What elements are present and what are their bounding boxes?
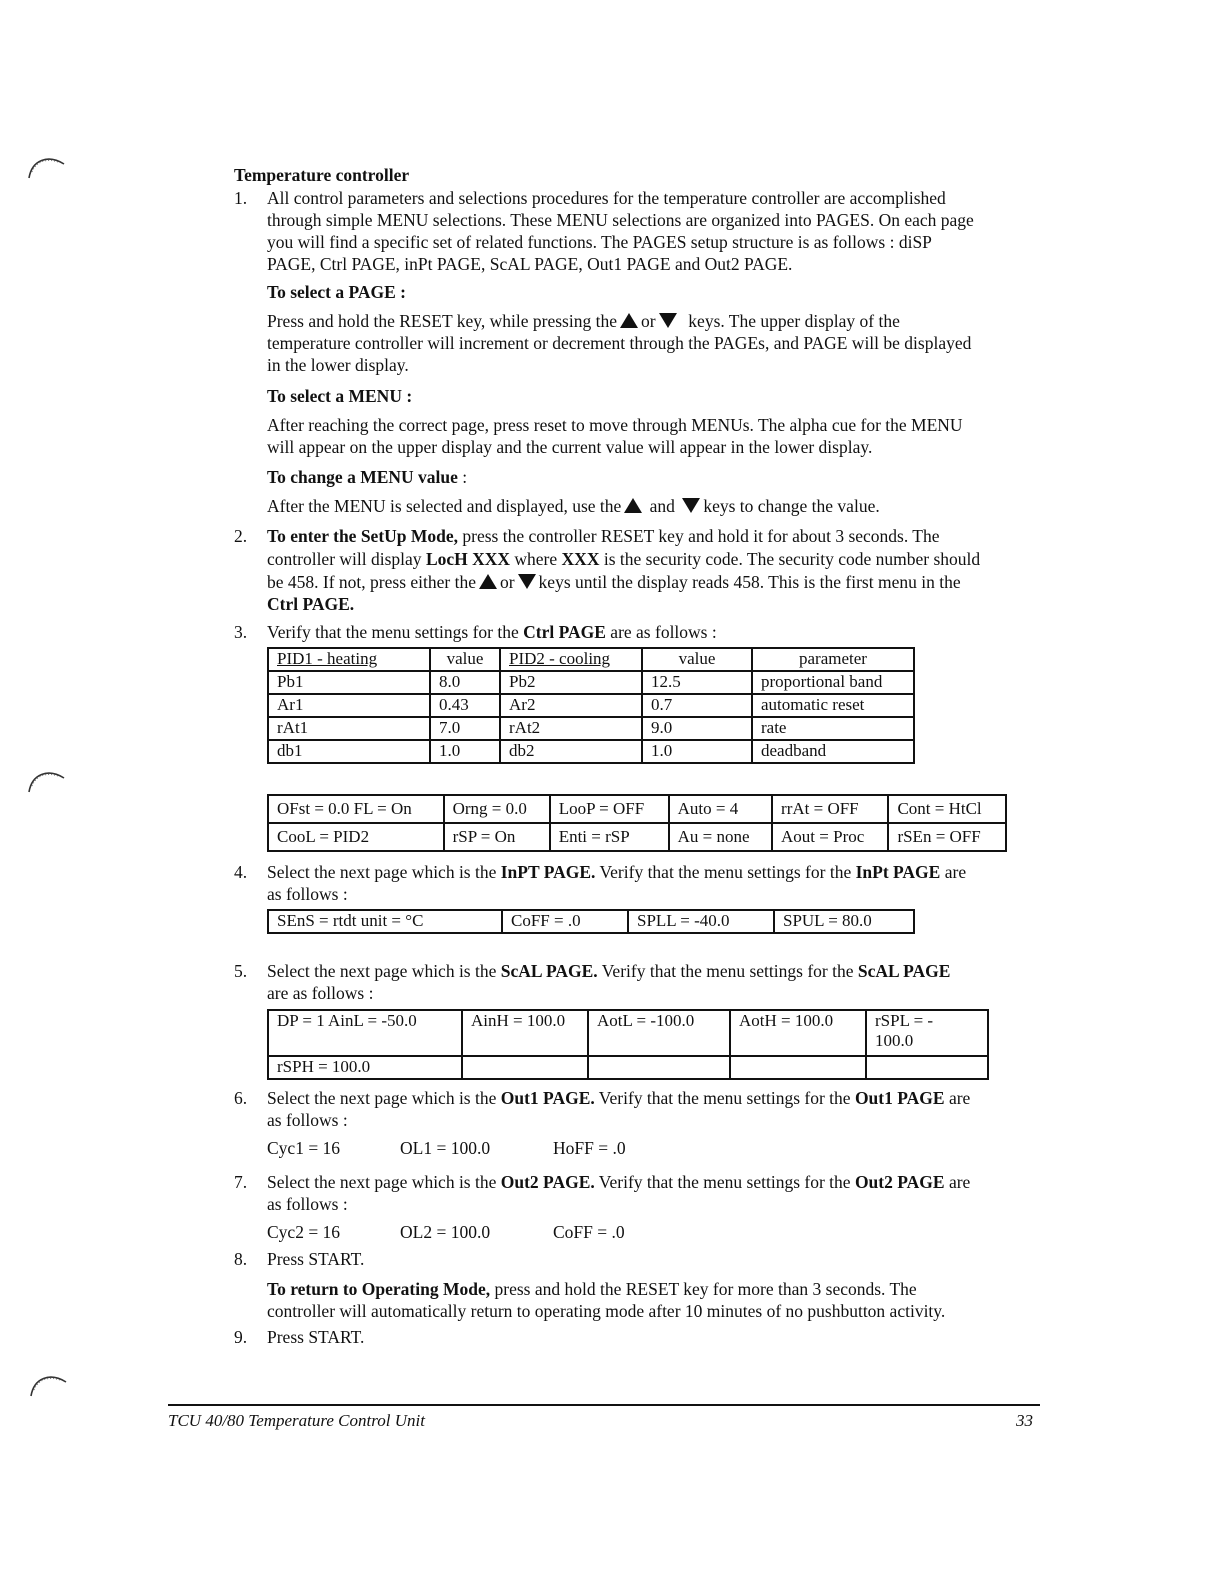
table-row [268,1010,988,1056]
table-row [268,823,1006,851]
table-cell [730,1056,866,1079]
table-row [268,910,914,933]
table-cell [462,1056,588,1079]
table-cell: rAt1 [268,717,430,740]
item-number: 4. [234,862,248,882]
subheading-select-menu: To select a MENU : [267,386,413,406]
paragraph-line: Ctrl PAGE. [267,594,355,614]
table-header: parameter [752,648,914,671]
item-number: 8. [234,1249,248,1269]
subheading-select-page: To select a PAGE : [267,282,407,302]
down-arrow-icon [659,313,677,328]
table-header: PID1 - heating [268,648,430,671]
table-cell: rSPH = 100.0 [268,1056,462,1079]
table-cell: SEnS = rtdt unit = °C [268,910,502,933]
table-cell: Auto = 4 [669,795,772,823]
inpt-settings-table [267,909,915,934]
paragraph-line: as follows : [267,884,348,904]
table-cell: 9.0 [642,717,752,740]
table-cell: db2 [500,740,642,763]
table-cell: Cont = HtCl [888,795,1006,823]
paragraph-line: in the lower display. [267,355,409,375]
table-cell: rSPL = - 100.0 [866,1010,988,1056]
up-arrow-icon [620,313,638,328]
table-row [268,694,914,717]
down-arrow-icon [682,498,700,513]
paragraph-line: To return to Operating Mode, press and hold the RESET key for more than 3 seconds. The [267,1279,917,1299]
up-arrow-icon [624,498,642,513]
paragraph-line: All control parameters and selections procedures for the temperature controller are accomplished [267,188,946,208]
table-cell: Orng = 0.0 [444,795,550,823]
page-number: 33 [1016,1411,1033,1430]
paragraph-line: be 458. If not, press either the or keys until the display reads 458. This is the first menu in the [267,572,961,592]
setting-value: Cyc2 = 16 [267,1222,341,1242]
table-cell: rate [752,717,914,740]
table-cell: SPUL = 80.0 [774,910,914,933]
table-cell: AotH = 100.0 [730,1010,866,1056]
table-cell [588,1056,730,1079]
paragraph-line: controller will automatically return to operating mode after 10 minutes of no pushbutton activity. [267,1301,946,1321]
table-cell [866,1056,988,1079]
table-cell: Aout = Proc [772,823,888,851]
pid-table [267,647,915,764]
table-row [268,717,914,740]
setting-value: CoFF = .0 [553,1222,625,1242]
table-cell: DP = 1 AinL = -50.0 [268,1010,462,1056]
setting-value: HoFF = .0 [553,1138,626,1158]
item-number: 3. [234,622,248,642]
table-row [268,1056,988,1079]
up-arrow-icon [479,574,497,589]
table-cell: 0.43 [430,694,500,717]
paragraph-line: Select the next page which is the InPT PAGE. Verify that the menu settings for the InPt PAGE are [267,862,967,882]
table-cell: 7.0 [430,717,500,740]
footer-divider [168,1404,1040,1406]
table-cell: rSP = On [444,823,550,851]
paragraph-line: PAGE, Ctrl PAGE, inPt PAGE, ScAL PAGE, Out1 PAGE and Out2 PAGE. [267,254,793,274]
table-cell: 0.7 [642,694,752,717]
paragraph-line: Press and hold the RESET key, while pressing the or keys. The upper display of the [267,311,900,331]
paragraph-line: controller will display LocH XXX where XXX is the security code. The security code number should [267,549,981,569]
table-cell: CoFF = .0 [502,910,628,933]
item-number: 6. [234,1088,248,1108]
table-header: value [642,648,752,671]
item-number: 9. [234,1327,248,1347]
paragraph-line: Select the next page which is the ScAL PAGE. Verify that the menu settings for the ScAL PAGE [267,961,951,981]
binder-mark-icon [26,766,68,796]
paragraph-line: as follows : [267,1110,348,1130]
down-arrow-icon [518,574,536,589]
table-header-row [268,648,914,671]
table-cell: 1.0 [642,740,752,763]
paragraph-line: After the MENU is selected and displayed, use the and keys to change the value. [267,496,880,516]
setting-value: Cyc1 = 16 [267,1138,341,1158]
table-cell: Enti = rSP [550,823,669,851]
section-heading: Temperature controller [234,165,410,185]
paragraph-line: After reaching the correct page, press reset to move through MENUs. The alpha cue for the MENU [267,415,963,435]
paragraph-line: Select the next page which is the Out2 PAGE. Verify that the menu settings for the Out2 PAGE are [267,1172,971,1192]
binder-mark-icon [28,1370,70,1400]
paragraph-line: temperature controller will increment or decrement through the PAGEs, and PAGE will be displayed [267,333,972,353]
table-cell: OFst = 0.0 FL = On [268,795,444,823]
table-cell: Pb1 [268,671,430,694]
paragraph-line: Press START. [267,1249,365,1269]
setting-value: OL2 = 100.0 [400,1222,491,1242]
table-row [268,740,914,763]
table-header: PID2 - cooling [500,648,642,671]
paragraph-line: Verify that the menu settings for the Ctrl PAGE are as follows : [267,622,717,642]
binder-mark-icon [26,152,68,182]
paragraph-line: will appear on the upper display and the current value will appear in the lower display. [267,437,873,457]
table-cell: SPLL = -40.0 [628,910,774,933]
table-cell: 12.5 [642,671,752,694]
table-cell: Ar2 [500,694,642,717]
table-header: value [430,648,500,671]
footer-title: TCU 40/80 Temperature Control Unit [168,1411,425,1430]
item-number: 5. [234,961,248,981]
table-cell: deadband [752,740,914,763]
ctrl-settings-table [267,794,1007,852]
table-cell: proportional band [752,671,914,694]
table-cell: rSEn = OFF [888,823,1006,851]
subheading-change-menu: To change a MENU value : [267,467,468,487]
paragraph-line: To enter the SetUp Mode, press the controller RESET key and hold it for about 3 seconds. The [267,526,940,546]
setting-value: OL1 = 100.0 [400,1138,491,1158]
item-number: 7. [234,1172,248,1192]
table-row [268,671,914,694]
table-cell: 8.0 [430,671,500,694]
table-cell: CooL = PID2 [268,823,444,851]
table-cell: rrAt = OFF [772,795,888,823]
paragraph-line: Press START. [267,1327,365,1347]
table-cell: 1.0 [430,740,500,763]
table-cell: Au = none [669,823,772,851]
table-cell: AotL = -100.0 [588,1010,730,1056]
paragraph-line: Select the next page which is the Out1 PAGE. Verify that the menu settings for the Out1 PAGE are [267,1088,971,1108]
paragraph-line: as follows : [267,1194,348,1214]
scal-settings-table [267,1009,989,1080]
table-cell: LooP = OFF [550,795,669,823]
item-number: 1. [234,188,248,208]
table-cell: Pb2 [500,671,642,694]
paragraph-line: through simple MENU selections. These MENU selections are organized into PAGES. On each page [267,210,974,230]
table-cell: rAt2 [500,717,642,740]
table-cell: Ar1 [268,694,430,717]
table-cell: AinH = 100.0 [462,1010,588,1056]
item-number: 2. [234,526,248,546]
table-row [268,795,1006,823]
table-cell: automatic reset [752,694,914,717]
paragraph-line: are as follows : [267,983,374,1003]
table-cell: db1 [268,740,430,763]
paragraph-line: you will find a specific set of related functions. The PAGES setup structure is as follows : diSP [267,232,932,252]
